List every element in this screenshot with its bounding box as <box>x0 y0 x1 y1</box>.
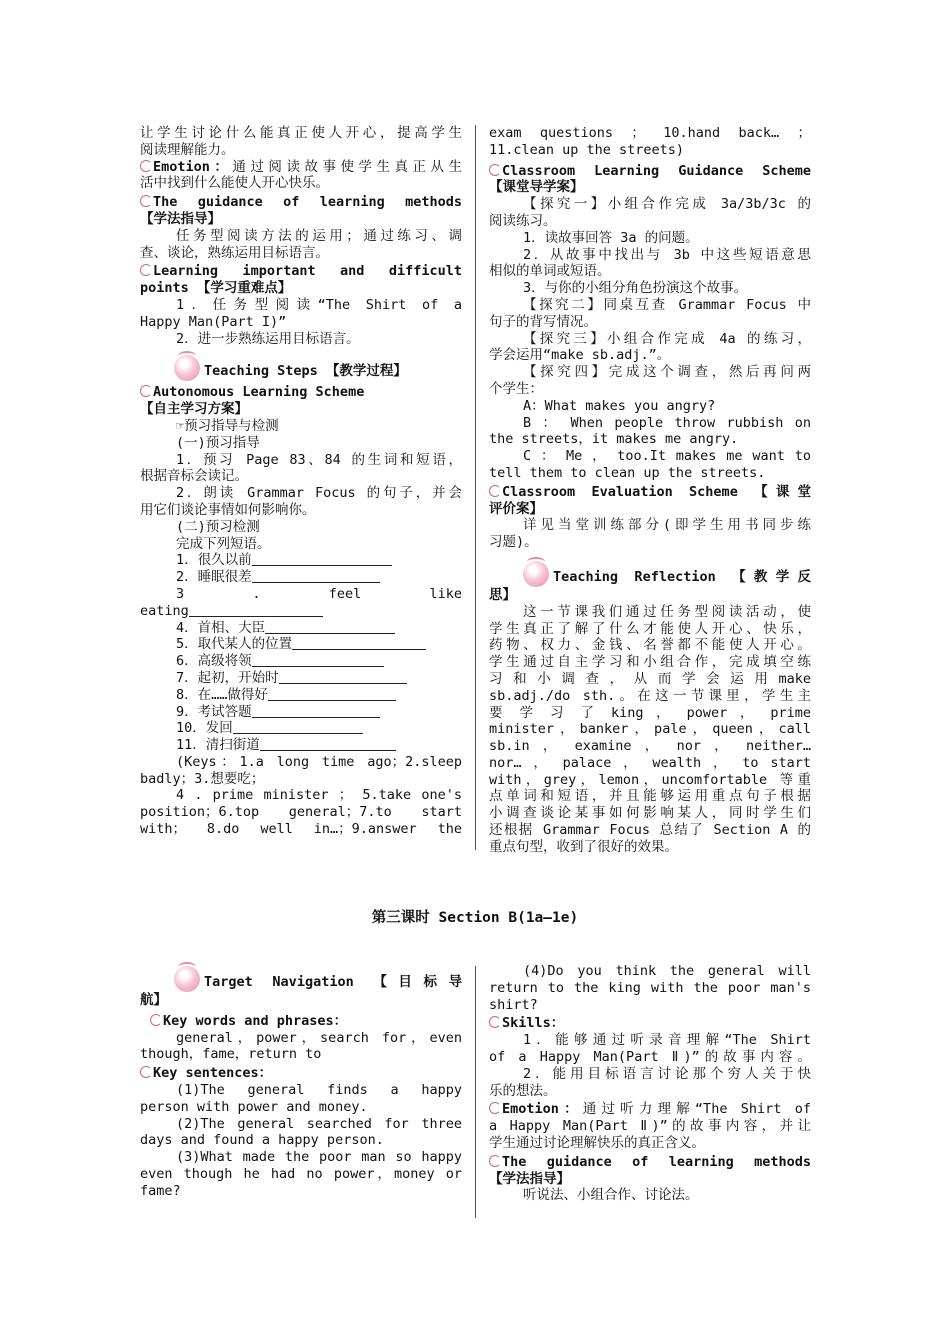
skills-line: of a Happy Man(Part Ⅱ)”的故事内容。 <box>489 1048 811 1065</box>
phrase-item: 3 . feel like <box>176 585 462 602</box>
guidance-heading-cn: 【学法指导】 <box>140 210 221 227</box>
points-item: Happy Man(Part I)” <box>140 313 287 330</box>
evaluation-heading: Classroom Evaluation Scheme 【课堂 <box>489 484 811 501</box>
skills-heading: Skills： <box>489 1015 811 1032</box>
sentence-line: days and found a happy person. <box>140 1132 384 1149</box>
classroom-heading: Classroom Learning Guidance Scheme <box>489 163 811 180</box>
evaluation-text: 习题)。 <box>489 534 538 551</box>
reflection-line: 要 学 习 了 king ， power ， prime <box>489 704 811 721</box>
reflection-line: sb.in ， examine ， nor ， neither… <box>489 738 811 755</box>
keys-line: badly；3.想要吃； <box>140 770 265 787</box>
column-divider <box>475 125 476 850</box>
auto-heading: Autonomous Learning Scheme <box>140 384 462 401</box>
explore-item: 【探究一】小组合作完成 3a/3b/3c 的 <box>523 196 811 213</box>
sentence-line: (4)Do you think the general will <box>523 963 811 979</box>
dialogue-line: C ： Me ， too.It makes me want to <box>523 448 811 465</box>
keywords-text: general，power，search for，even <box>176 1029 462 1046</box>
phrase-item: 5．取代某人的位置 <box>140 636 462 653</box>
reflection-line: 小调查谈论某事如何影响某人，同时学生们 <box>489 805 811 822</box>
emotion-line: 学生通过讨论理解快乐的真正含义。 <box>489 1134 705 1151</box>
top-right-column <box>489 125 811 856</box>
keys-line: position；6.top general；7.to start <box>140 804 462 821</box>
phrase-item: 2．睡眠很差 <box>140 569 462 586</box>
phrase-item: 9．考试答题 <box>140 704 462 721</box>
skills-line: 1．能够通过听录音理解“The Shirt <box>523 1032 811 1049</box>
guidance-heading: The guidance of learning methods <box>140 194 462 211</box>
apple-icon <box>489 485 501 497</box>
phrase-item: 4．首相、大臣 <box>140 620 462 637</box>
bottom-left-column <box>140 966 462 1200</box>
top-left-column <box>140 125 462 838</box>
points-item: 2．进一步熟练运用目标语言。 <box>176 330 360 347</box>
apple-icon <box>174 355 200 381</box>
phrase-item: 7．起初，开始时 <box>140 670 462 687</box>
sentence-line: fame? <box>140 1182 181 1199</box>
apple-icon <box>140 1066 152 1078</box>
points-item: 1．任务型阅读“The Shirt of a <box>176 296 462 313</box>
sentence-line: return to the king with the poor man's <box>489 979 811 996</box>
skills-line: 2．能用目标语言讨论那个穷人关于快 <box>523 1065 811 1082</box>
reflection-heading: Teaching Reflection 【教学反 <box>489 561 811 587</box>
emotion-line: a Happy Man(Part Ⅱ)”的故事内容，并让 <box>489 1118 811 1135</box>
guidance-heading: The guidance of learning methods <box>489 1154 811 1171</box>
explore-item: 个学生： <box>489 380 543 397</box>
sentences-heading: Key sentences： <box>140 1065 462 1082</box>
reflection-line: 点单词和短语，并且能够运用重点句子根据 <box>489 788 811 805</box>
phrase-item: 1．很久以前 <box>140 552 462 569</box>
sentence-line: (1)The general finds a happy <box>176 1081 462 1098</box>
target-heading: Target Navigation 【目标导 <box>140 966 462 992</box>
reflection-line: 学生通过自主学习和小组合作，完成填空练 <box>489 654 811 671</box>
sentence-line: even though he had no power，money or <box>140 1165 462 1182</box>
phrase-item: 11．清扫街道 <box>140 737 462 754</box>
apple-icon <box>150 1014 162 1026</box>
points-heading-cn: points 【学习重难点】 <box>140 280 292 297</box>
reflection-heading-cn: 思】 <box>489 586 516 603</box>
reflection-line: sb.adj./do sth.。在这一节课里，学生主 <box>489 687 811 704</box>
preview-item: 根据音标会读记。 <box>140 468 248 485</box>
bottom-right-column <box>489 963 811 1204</box>
keys-line: 4 . prime minister ； 5.take one's <box>176 787 462 804</box>
reflection-line: 重点句型，收到了很好的效果。 <box>489 838 678 855</box>
explore-item: 3．与你的小组分角色扮演这个故事。 <box>523 280 748 297</box>
apple-icon <box>489 1155 501 1167</box>
dialogue-line: tell them to clean up the streets. <box>489 464 766 481</box>
explore-item: 句子的背写情况。 <box>489 313 597 330</box>
keywords-text: though，fame，return to <box>140 1046 322 1063</box>
keywords-heading: Key words and phrases： <box>140 1013 462 1030</box>
keys-line: (Keys：1.a long time ago；2.sleep <box>176 753 462 770</box>
apple-icon <box>140 195 152 207</box>
intro-line: 让学生讨论什么能真正使人开心，提高学生 <box>140 125 462 141</box>
keys-line: exam questions ； 10.hand back… ； <box>489 125 811 141</box>
emotion-line: 活中找到什么能使人开心快乐。 <box>140 175 329 192</box>
evaluation-heading-cn: 评价案】 <box>489 500 543 517</box>
preview-item: 1．预习 Page 83、84 的生词和短语， <box>176 451 462 468</box>
points-heading: Learning important and difficult <box>140 263 462 280</box>
reflection-line: 这一节课我们通过任务型阅读活动，使 <box>523 603 811 620</box>
keys-line: with； 8.do well in…；9.answer the <box>140 821 462 838</box>
apple-icon <box>489 1016 501 1028</box>
preview-title: ☞预习指导与检测 <box>176 417 279 434</box>
guidance-heading-cn: 【学法指导】 <box>489 1170 570 1187</box>
dialogue-line: B ： When people throw rubbish on <box>523 414 811 431</box>
evaluation-text: 详见当堂训练部分(即学生用书同步练 <box>523 517 811 534</box>
reflection-line: 学生真正了解了什么才能使人开心、快乐， <box>489 620 811 637</box>
phrase-item: 6．高级将领 <box>140 653 462 670</box>
dialogue-line: the streets，it makes me angry. <box>489 431 739 448</box>
sentence-line: (2)The general searched for three <box>176 1115 462 1132</box>
target-heading-cn: 航】 <box>140 992 167 1008</box>
apple-icon <box>489 1102 501 1114</box>
explore-item: 1．读故事回答 3a 的问题。 <box>523 229 699 246</box>
explore-item: 阅读练习。 <box>489 212 557 229</box>
preview-item: 用它们谈论事情如何影响你。 <box>140 501 316 518</box>
section-title: 第三课时 Section B(1a—1e) <box>371 910 579 926</box>
reflection-line: 习 和 小 调 查 ， 从 而 学 会 运 用 make <box>489 670 811 687</box>
guidance-text: 任务型阅读方法的运用；通过练习、调 <box>176 227 462 244</box>
explore-item: 2．从故事中找出与 3b 中这些短语意思 <box>523 246 811 263</box>
reflection-line: with，grey，lemon，uncomfortable 等重 <box>489 771 811 788</box>
sentence-line: person with power and money. <box>140 1098 368 1115</box>
auto-heading-cn: 【自主学习方案】 <box>140 401 248 418</box>
explore-item: 【探究二】同桌互查 Grammar Focus 中 <box>523 296 811 313</box>
skills-line: 乐的想法。 <box>489 1082 557 1099</box>
explore-item: 学会运用“make sb.adj.”。 <box>489 347 671 364</box>
sentence-line: shirt? <box>489 996 538 1013</box>
reflection-line: nor… ， palace ， wealth ， to start <box>489 754 811 771</box>
reflection-line: minister，banker，pale，queen，call <box>489 721 811 738</box>
guidance-text: 听说法、小组合作、讨论法。 <box>523 1187 699 1204</box>
column-divider <box>475 966 476 1218</box>
reflection-line: 药物、权力、金钱、名誉都不能使人开心。 <box>489 637 811 654</box>
emotion-label: Emotion： <box>153 158 233 175</box>
phrase-item: 10．发回 <box>140 720 462 737</box>
guidance-text: 查、谈论，熟练运用目标语言。 <box>140 244 329 261</box>
reflection-line: 还根据 Grammar Focus 总结了 Section A 的 <box>489 822 811 839</box>
check-intro: 完成下列短语。 <box>176 535 271 552</box>
keys-line: 11.clean up the streets) <box>489 141 685 158</box>
apple-icon <box>523 561 549 587</box>
check-title: (二)预习检测 <box>176 518 260 535</box>
emotion-line: Emotion：通过阅读故事使学生真正从生 <box>140 159 462 176</box>
apple-icon <box>140 385 152 397</box>
classroom-heading-cn: 【课堂导学案】 <box>489 179 584 196</box>
preview-item: 2．朗读 Grammar Focus 的句子，并会 <box>176 485 462 502</box>
explore-item: 【探究三】小组合作完成 4a 的练习， <box>523 330 811 347</box>
apple-icon <box>489 164 501 176</box>
sentence-line: (3)What made the poor man so happy <box>176 1149 462 1166</box>
emotion-line: Emotion：通过听力理解“The Shirt of <box>489 1101 811 1118</box>
phrase-item: eating <box>140 603 462 620</box>
intro-line: 阅读理解能力。 <box>140 141 235 158</box>
steps-heading: Teaching Steps 【教学过程】 <box>140 355 462 381</box>
dialogue-line: A：What makes you angry? <box>523 397 716 414</box>
explore-item: 【探究四】完成这个调查，然后再问两 <box>523 364 811 381</box>
preview-subtitle: (一)预习指导 <box>176 434 260 451</box>
apple-icon <box>174 966 200 992</box>
apple-icon <box>140 264 152 276</box>
explore-item: 相似的单词或短语。 <box>489 263 611 280</box>
phrase-item: 8．在……做得好 <box>140 687 462 704</box>
apple-icon <box>140 160 152 172</box>
